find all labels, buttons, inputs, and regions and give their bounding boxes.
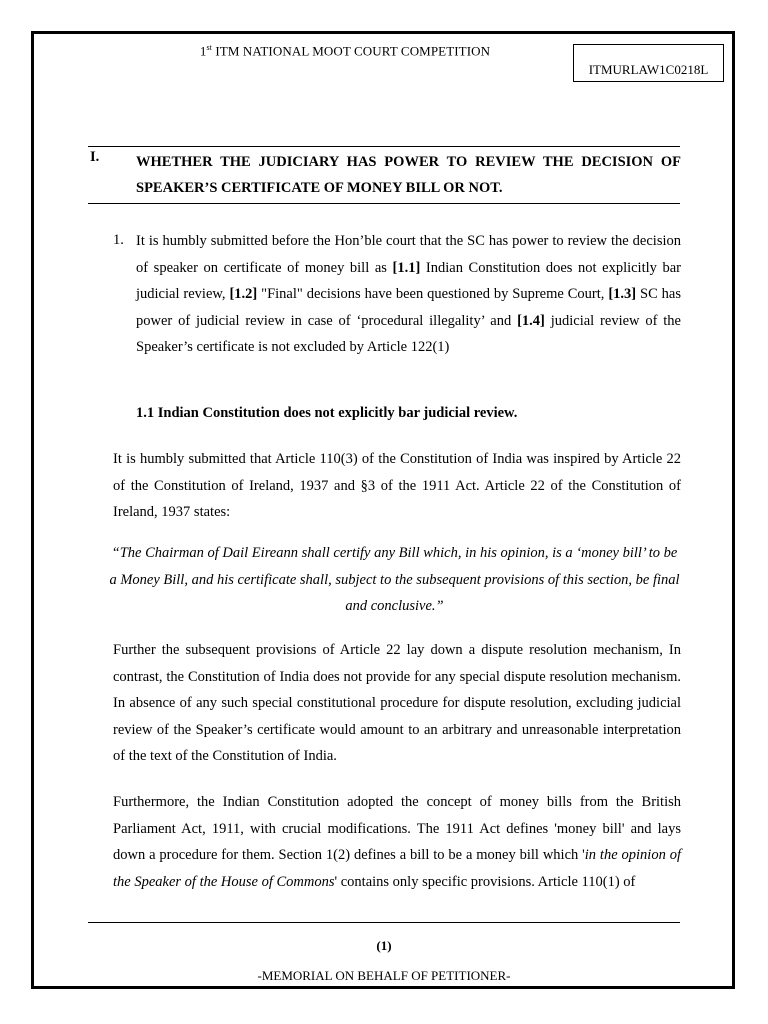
point-1-text-e: judicial review of the Speaker’s certificate is not excluded by Article 122(1) [136, 312, 681, 355]
page-number: (1) [376, 938, 392, 953]
section-subheading: 1.1 Indian Constitution does not explicitly bar judicial review. [136, 405, 518, 421]
ireland-constitution-quote: “The Chairman of Dail Eireann shall certify any Bill which, in his opinion, is a ‘money bill’ to be a Money Bill, and his certificate shall, subject to the subsequent provisions of this section, be final and conclusive.” [109, 545, 680, 614]
competition-header [150, 43, 540, 59]
article-110-paragraph: It is humbly submitted that Article 110(3) of the Constitution of India was inspired by Article 22 of the Constitution of Ireland, 1937 and §3 of the 1911 Act. Article 22 of the Constitution of Ireland, 1937 states: [113, 451, 681, 520]
british-act-text-b: ' contains only specific provisions. Article 110(1) of [334, 873, 636, 890]
competition-ordinal-suffix: st [206, 43, 213, 52]
point-1-ref-1-3: [1.3] [608, 286, 637, 302]
point-1-ref-1-2: [1.2] [229, 286, 258, 302]
british-act-italic-phrase: in the opinion of the Speaker of the House of Commons [113, 847, 681, 890]
competition-ordinal: 1 [199, 43, 207, 59]
issue-number: I. [90, 149, 100, 165]
point-1-text-d: SC has power of judicial review in case of ‘procedural illegality’ and [136, 286, 681, 329]
memorial-footer: -MEMORIAL ON BEHALF OF PETITIONER- [257, 968, 511, 983]
team-code: ITMURLAW1C0218L [588, 62, 709, 77]
point-1-text-c: "Final" decisions have been questioned by Supreme Court, [257, 286, 609, 302]
point-1-paragraph [136, 228, 681, 361]
point-1-text-a: It is humbly submitted before the Hon’ble court that the SC has power to review the decision of speaker on certificate of money bill as [136, 233, 681, 276]
british-act-paragraph [113, 789, 681, 895]
point-1-ref-1-1: [1.1] [392, 259, 421, 276]
footer-divider [88, 922, 680, 923]
team-code-box [573, 44, 724, 82]
dispute-mechanism-paragraph: Further the subsequent provisions of Article 22 lay down a dispute resolution mechanism, In contrast, the Constitution of India does not provide for any special dispute resolution mechanism. In absence of any such special constitutional procedure for dispute resolution, excluding judicial review of the Speaker’s certificate would amount to an arbitrary and unreasonable interpretation of the text of the Constitution of India. [113, 642, 681, 764]
competition-title: ITM NATIONAL MOOT COURT COMPETITION [215, 43, 491, 59]
point-1-text-b: Indian Constitution does not explicitly bar judicial review, [136, 259, 682, 302]
issue-title: WHETHER THE JUDICIARY HAS POWER TO REVIEW THE DECISION OF SPEAKER’S CERTIFICATE OF MONEY BILL OR NOT. [136, 154, 681, 196]
issue-top-divider [88, 146, 680, 147]
british-act-text-a: Furthermore, the Indian Constitution adopted the concept of money bills from the British Parliament Act, 1911, with crucial modifications. The 1911 Act defines 'money bill' and lays down a procedure for them. Section 1(2) defines a bill to be a money bill which ' [113, 794, 681, 863]
point-1-ref-1-4: [1.4] [517, 312, 545, 329]
point-number: 1. [113, 232, 124, 248]
issue-bottom-divider [88, 203, 680, 204]
